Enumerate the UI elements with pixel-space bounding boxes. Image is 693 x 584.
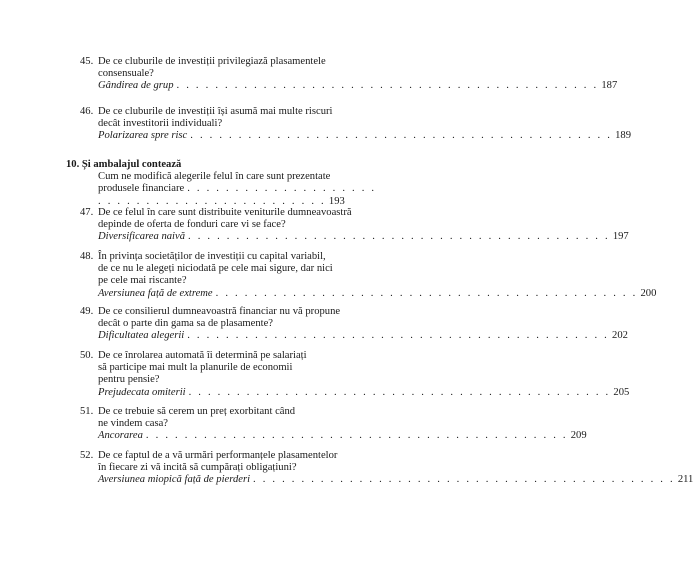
- entry-page-number: 211: [677, 474, 693, 486]
- entry-question-cont: decât o parte din gama sa de plasamente?: [98, 318, 274, 330]
- entry-page-number: 187: [601, 80, 618, 92]
- toc-entry-49: [80, 306, 628, 343]
- entry-title: Diversificarea naivă: [98, 231, 185, 243]
- entry-title: Polarizarea spre risc: [98, 130, 188, 142]
- entry-question: De ce înrolarea automată îi determină pe salariați: [98, 350, 307, 361]
- entry-number: 45.: [80, 56, 94, 67]
- toc-entry-45: [80, 56, 618, 93]
- entry-question: De ce cluburile de investiții privilegiază plasamentele: [98, 56, 326, 67]
- entry-title: Prejudecata omiterii: [98, 386, 186, 398]
- entry-question: De ce faptul de a vă urmări performanțele plasamentelor: [98, 450, 338, 461]
- dot-leader: . . . . . . . . . . . . . . . . . . . . . . . . . . . . . . . . . . . . . . . . . . . .: [145, 430, 568, 442]
- dot-leader: . . . . . . . . . . . . . . . . . . . . . . . . . . . . . . . . . . . . . . . . . . . .: [188, 231, 610, 243]
- entry-question-cont: pentru pensie?: [98, 374, 160, 386]
- entry-page-number: 202: [612, 330, 628, 342]
- entry-question-cont: ne vindem casa?: [98, 418, 169, 430]
- entry-page-number: 197: [612, 231, 629, 243]
- toc-entry-52: [80, 450, 693, 487]
- entry-question-cont: depinde de oferta de fonduri care vi se face?: [98, 219, 286, 231]
- entry-question-cont: în fiecare zi vă incită să cumpărați obligațiuni?: [98, 462, 297, 474]
- entry-question-cont: să participe mai mult la planurile de economii: [98, 362, 293, 374]
- entry-question-cont: consensuale?: [98, 68, 154, 80]
- entry-question-cont: decât investitorii individuali?: [98, 118, 223, 130]
- chapter-10: [66, 159, 378, 208]
- entry-page-number: 200: [640, 287, 657, 299]
- entry-question: De ce consilierul dumneavoastră financiar nu vă propune: [98, 306, 341, 317]
- entry-page-number: 189: [615, 130, 631, 142]
- dot-leader: . . . . . . . . . . . . . . . . . . . . . . . . . . . . . . . . . . . . . . . . . . . .: [188, 386, 611, 398]
- toc-entry-47: [80, 207, 629, 244]
- dot-leader: . . . . . . . . . . . . . . . . . . . . . . . . . . . . . . . . . . . . . . . . . . . .: [187, 330, 610, 342]
- entry-question-cont: pe cele mai riscante?: [98, 275, 187, 287]
- chapter-page-number: 193: [328, 195, 345, 207]
- entry-question-cont: de ce nu le alegeți niciodată pe cele mai sigure, dar nici: [98, 263, 333, 275]
- entry-title: Aversiunea miopică față de pierderi: [98, 474, 251, 486]
- entry-question: De ce trebuie să cerem un preț exorbitant când: [98, 406, 296, 417]
- entry-number: 51.: [80, 406, 94, 417]
- dot-leader: . . . . . . . . . . . . . . . . . . . . . . . . . . . . . . . . . . . . . . . . . . . .: [253, 474, 675, 486]
- entry-title: Gândirea de grup: [98, 80, 174, 92]
- entry-number: 52.: [80, 450, 94, 461]
- entry-title: Ancorarea: [98, 430, 143, 442]
- chapter-subtitle: Cum ne modifică alegerile felul în care sunt prezentate: [98, 171, 331, 183]
- entry-number: 48.: [80, 251, 94, 262]
- entry-title: Aversiunea față de extreme: [98, 287, 213, 299]
- entry-question: De ce cluburile de investiții își asumă mai multe riscuri: [98, 106, 333, 117]
- entry-page-number: 209: [570, 430, 587, 442]
- entry-number: 49.: [80, 306, 94, 317]
- dot-leader: . . . . . . . . . . . . . . . . . . . . . . . . . . . . . . . . . . . . . . . . . . . .: [190, 130, 613, 142]
- toc-entry-51: [80, 406, 587, 443]
- toc-entry-46: [80, 106, 631, 143]
- dot-leader: . . . . . . . . . . . . . . . . . . . . . . . . . . . . . . . . . . . . . . . . . . . .: [176, 80, 599, 92]
- entry-number: 50.: [80, 350, 94, 361]
- entry-page-number: 205: [613, 386, 630, 398]
- dot-leader: . . . . . . . . . . . . . . . . . . . . . . . . . . . . . . . . . . . . . . . . . . . .: [98, 183, 377, 207]
- toc-entry-50: [80, 350, 630, 399]
- entry-question: În privința societăților de investiții cu capital variabil,: [98, 251, 326, 262]
- entry-title: Dificultatea alegerii: [98, 330, 185, 342]
- entry-number: 47.: [80, 207, 94, 218]
- dot-leader: . . . . . . . . . . . . . . . . . . . . . . . . . . . . . . . . . . . . . . . . . . . .: [215, 287, 638, 299]
- chapter-subtitle-cont: produsele financiare: [98, 183, 185, 195]
- toc-entry-48: [80, 251, 657, 300]
- entry-question: De ce felul în care sunt distribuite veniturile dumneavoastră: [98, 207, 352, 218]
- entry-number: 46.: [80, 106, 94, 117]
- chapter-heading: 10. Și ambalajul contează: [66, 159, 182, 170]
